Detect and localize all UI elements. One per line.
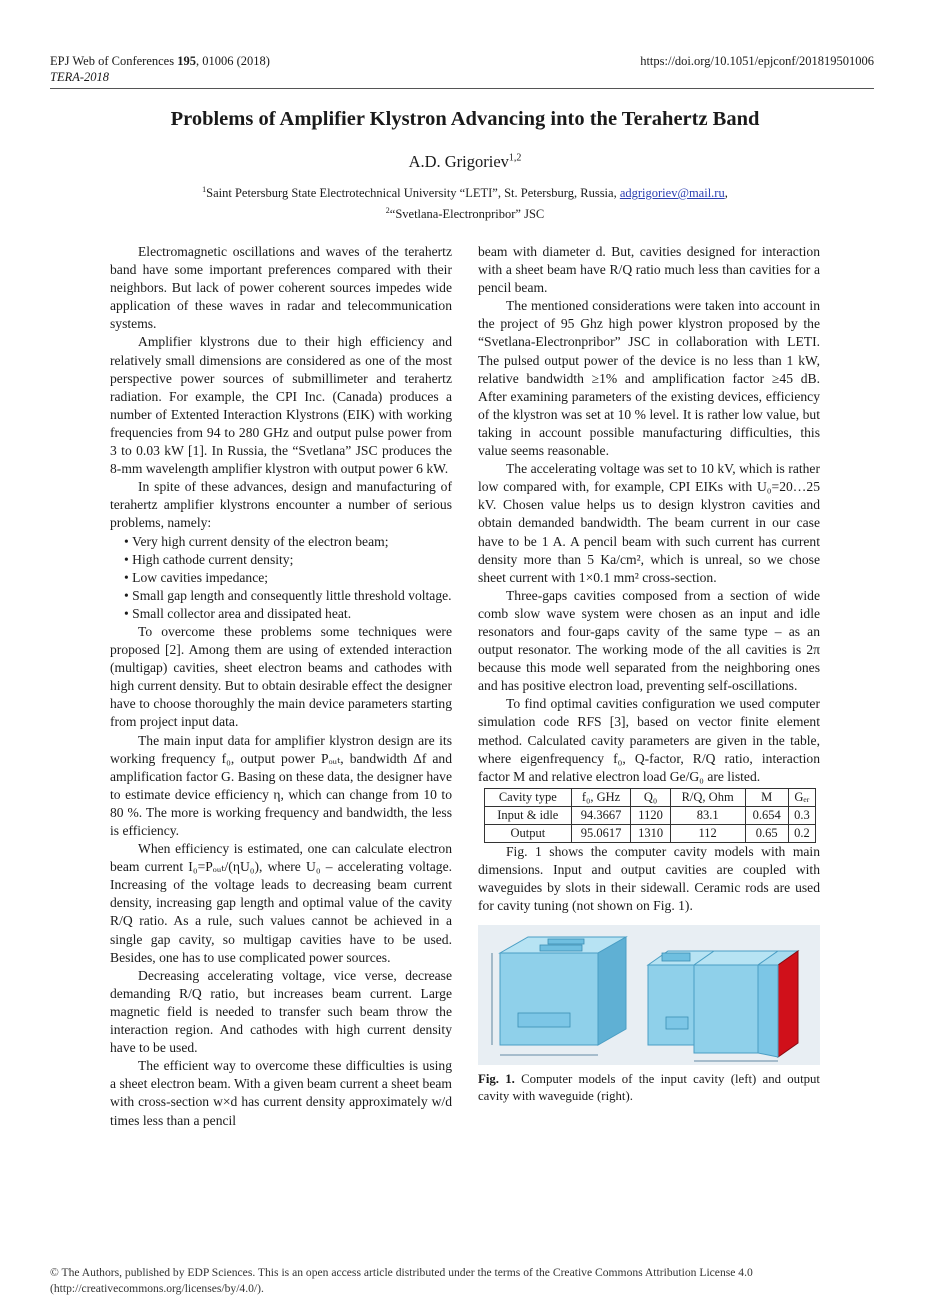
- table-cell: 112: [670, 824, 745, 842]
- list-item: • Small collector area and dissipated heat.: [110, 605, 452, 623]
- table-header-cell: Q₀: [631, 788, 670, 806]
- table-cell: Input & idle: [485, 806, 572, 824]
- list-item: • Low cavities impedance;: [110, 569, 452, 587]
- paragraph: Electromagnetic oscillations and waves of the terahertz band have some important preferences compared with their neighbors. But lack of power coherent sources impedes wide application of these waves in radar and telecommunication systems.: [110, 244, 452, 332]
- figure-label: Fig. 1.: [478, 1072, 515, 1087]
- table-header-cell: R/Q, Ohm: [670, 788, 745, 806]
- author-affiliation-marks: 1,2: [508, 152, 522, 164]
- table-cell: Output: [485, 824, 572, 842]
- cavity-parameters-table: [484, 788, 816, 843]
- paragraph: The accelerating voltage was set to 10 kV, which is rather low compared with, for example, CPI EIKs with U₀=20…25 kV. Chosen value helps us to design klystron cavities and obtain demanded bandwidth. The beam current in our case have to be 1 A. A pencil beam with such current has current density more than 5 Ka/cm², which is unreal, so we chose sheet current with 1×0.1 mm² cross-section.: [478, 461, 820, 585]
- paragraph: Amplifier klystrons due to their high efficiency and relatively small dimensions are considered as one of the most perspective power sources of submillimeter and terahertz radiation. For example, the CPI Inc. (Canada) produces a number of Extented Interaction Klystrons (EIK) with working frequencies from 94 to 280 GHz and output pulse power from 3 to 0.03 kW [1]. In Russia, the “Svetlana” JSC produces the 8-mm wavelength amplifier klystron with output power 6 kW.: [110, 334, 452, 477]
- running-header-left: [50, 53, 270, 85]
- paragraph: The mentioned considerations were taken into account in the project of 95 Ghz high power klystron proposed by the “Svetlana-Electronpribor” JSC in collaboration with LETI. The pulsed output power of the device is no less than 1 kW, relative bandwidth ≥1% and amplification factor ≥45 dB. After examining parameters of the existing devices, efficiency of the klystron was set at 10 % level. It is rather low value, but taking in account possible manufacturing difficulties, this value seems reasonable.: [478, 298, 820, 459]
- output-cavity-model: [648, 951, 798, 1061]
- license-text: © The Authors, published by EDP Sciences. This is an open access article distributed under the terms of the Creative Commons Attribution License 4.0: [50, 1266, 753, 1279]
- license-url[interactable]: (http://creativecommons.org/licenses/by/4.0/).: [50, 1282, 264, 1295]
- paragraph: When efficiency is estimated, one can calculate electron beam current I₀=Pₒᵤₜ/(ηU₀), where U₀ – accelerating voltage. Increasing of the voltage leads to decreasing beam current density, increasing gap length and optimal value of the cavity R/Q ratio. As a rule, such values cannot be achieved in a single gap cavity, so multigap cavities have to be used. Besides, one has to use complicated power sources.: [110, 841, 452, 965]
- table-cell: 83.1: [670, 806, 745, 824]
- table-header-cell: f₀, GHz: [571, 788, 631, 806]
- table-cell: 95.0617: [571, 824, 631, 842]
- right-column: [478, 243, 820, 1105]
- affiliation-2: $^2$“Svetlana-Electronpribor” JSC: [385, 206, 545, 222]
- left-column: [110, 243, 452, 1130]
- paragraph: beam with diameter d. But, cavities designed for interaction with a sheet beam have R/Q ratio much less than cavities for a pencil beam.: [478, 244, 820, 296]
- paragraph: In spite of these advances, design and manufacturing of terahertz amplifier klystrons encounter a number of serious problems, namely:: [110, 479, 452, 531]
- input-cavity-model: [492, 937, 626, 1055]
- paragraph: To overcome these problems some techniques were proposed [2]. Among them are using of extended interaction (multigap) cavities, sheet electron beams and cathodes with high current density. But to obtain desirable effect the designer have to choose thoroughly the main device parameters starting from project input data.: [110, 623, 452, 730]
- table-cell: 0.2: [788, 824, 815, 842]
- author-line: [0, 152, 930, 172]
- list-item: • High cathode current density;: [110, 551, 452, 569]
- problem-list: [110, 533, 452, 623]
- header-rule: [50, 88, 874, 89]
- journal-reference: EPJ Web of Conferences 195, 01006 (2018): [50, 54, 270, 68]
- table-cell: 0.65: [745, 824, 788, 842]
- paragraph: Decreasing accelerating voltage, vice verse, decrease demanding R/Q ratio, but increases beam current. Large magnetic field is needed to transfer such beam throw the interaction region. And cathodes with high current density have to be used.: [110, 967, 452, 1056]
- paragraph: To find optimal cavities configuration we used computer simulation code RFS [3], based on vector finite element method. Calculated cavity parameters are given in the table, where eigenfrequency f₀, Q-factor, R/Q ratio, interaction factor M and relative electron load Ge/G₀ are listed.: [478, 696, 820, 784]
- table-cell: 0.654: [745, 806, 788, 824]
- table-cell: 1120: [631, 806, 670, 824]
- list-item: • Very high current density of the electron beam;: [110, 533, 452, 551]
- table-cell: 0.3: [788, 806, 815, 824]
- table-header-cell: M: [745, 788, 788, 806]
- paragraph: The main input data for amplifier klystron design are its working frequency f₀, output power Pₒᵤₜ, bandwidth Δf and amplification factor G. Basing on these data, the designer have to estimate device efficiency η, which can change from 10 to 80 %. The more is working frequency and bandwidth, the less is efficiency.: [110, 732, 452, 838]
- table-header-cell: Gₑᵣ: [788, 788, 815, 806]
- affiliations: [60, 181, 870, 223]
- table-header-cell: Cavity type: [485, 788, 572, 806]
- doi-link[interactable]: https://doi.org/10.1051/epjconf/201819501006: [640, 54, 874, 68]
- journal-volume: 195: [177, 54, 196, 68]
- paper-title: Problems of Amplifier Klystron Advancing into the Terahertz Band: [170, 108, 760, 130]
- list-item: • Small gap length and consequently little threshold voltage.: [110, 587, 452, 605]
- license-footer: [50, 1265, 874, 1297]
- table-cell: 94.3667: [571, 806, 631, 824]
- table-row: [485, 806, 816, 824]
- figure-1-cavity-models: [478, 925, 820, 1065]
- table-row: [485, 824, 816, 842]
- table-header-row: [485, 788, 816, 806]
- figure-1-caption: Fig. 1. Computer models of the input cavity (left) and output cavity with waveguide (right).: [478, 1072, 820, 1104]
- conference-name: TERA-2018: [50, 70, 110, 84]
- cavity-models-image: [478, 925, 820, 1065]
- table-cell: 1310: [631, 824, 670, 842]
- paragraph: Fig. 1 shows the computer cavity models with main dimensions. Input and output cavities are coupled with waveguides by slots in their sidewall. Ceramic rods are used for cavity tuning (not shown on Fig. 1).: [478, 843, 820, 914]
- affiliation-1: $^1$Saint Petersburg State Electrotechnical University “LETI”, St. Petersburg, Russia, adgrigoriev@mail.ru,: [202, 185, 728, 201]
- author-name: A.D. Grigoriev: [408, 152, 509, 171]
- author-email-link[interactable]: adgrigoriev@mail.ru: [619, 186, 725, 201]
- paragraph: The efficient way to overcome these difficulties is using a sheet electron beam. With a given beam current a sheet beam with cross-section w×d has current density approximately w/d times less than a pencil: [110, 1058, 452, 1128]
- paragraph: Three-gaps cavities composed from a section of wide comb slow wave system were chosen as an input and idle resonators and four-gaps cavity of the same type – as an output resonator. The working mode of the all cavities is 2π because this mode well separated from the neighboring ones and has positive electron load, preventing self-oscillations.: [478, 587, 820, 694]
